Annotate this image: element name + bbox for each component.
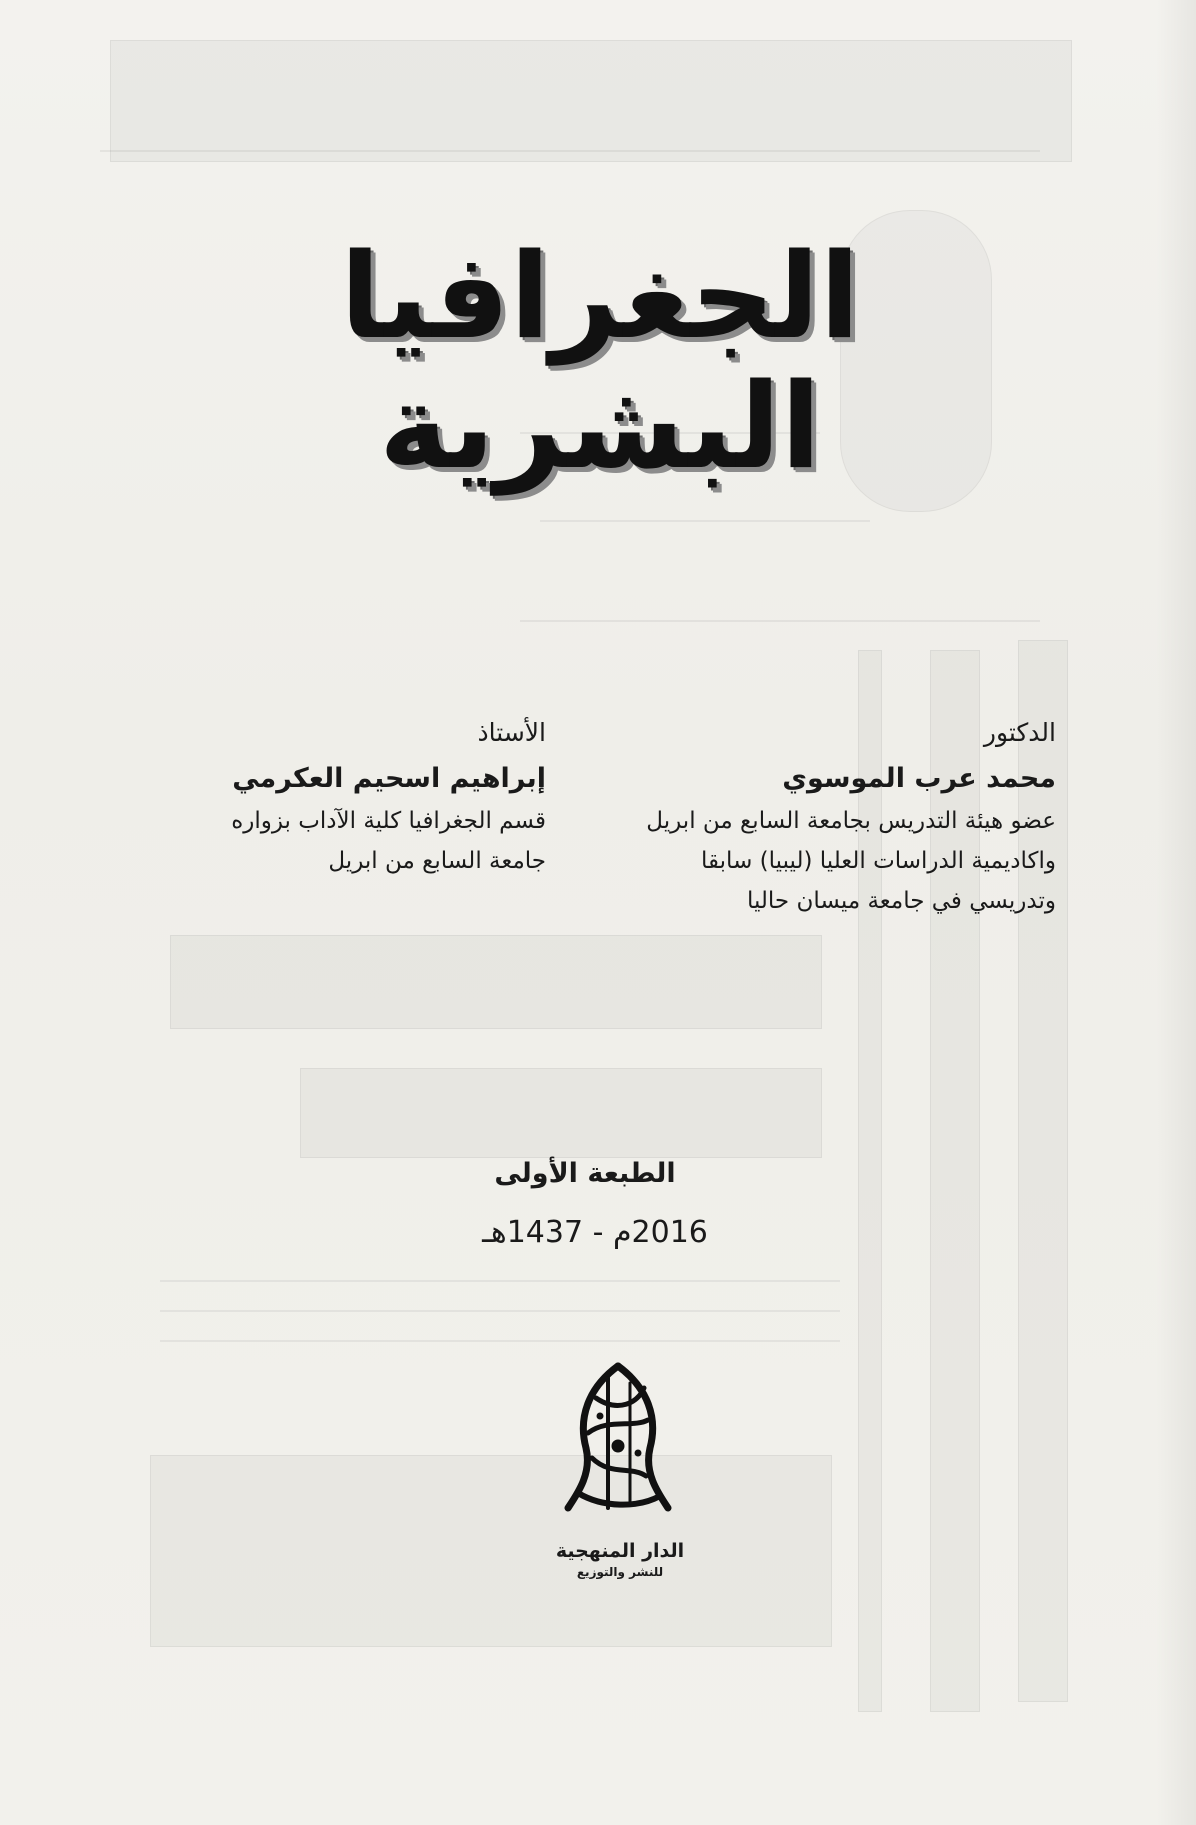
author-name: إبراهيم اسحيم العكرمي (232, 763, 546, 794)
author-block-first (616, 718, 1056, 928)
publisher-subtitle: للنشر والتوزيع (576, 1565, 664, 1579)
author-block-second (126, 718, 546, 888)
author-affiliation-line: جامعة السابع من ابريل (328, 848, 546, 874)
book-title: الجغرافيا البشرية (340, 227, 860, 495)
author-name: محمد عرب الموسوي (782, 763, 1056, 794)
bleed-through-band-top (110, 40, 1072, 162)
bleed-through-box-bottom (150, 1455, 832, 1647)
bleed-through-line (160, 1280, 840, 1282)
bleed-through-box-middle (170, 935, 822, 1029)
bleed-through-line (160, 1340, 840, 1342)
author-affiliation-line: قسم الجغرافيا كلية الآداب بزواره (231, 808, 546, 834)
bleed-through-box-isbn (300, 1068, 822, 1158)
calligraphic-seal-logo-icon (548, 1358, 688, 1528)
publisher-block (540, 1540, 700, 1579)
author-role: الدكتور (983, 718, 1056, 747)
page-edge-shadow (1156, 0, 1196, 1825)
author-role: الأستاذ (477, 718, 546, 747)
bleed-through-line (100, 150, 1040, 152)
author-affiliation-line: وتدريسي في جامعة ميسان حاليا (746, 888, 1056, 914)
author-affiliation-line: عضو هيئة التدريس بجامعة السابع من ابريل (646, 808, 1056, 834)
bleed-through-line (160, 1310, 840, 1312)
edition-year: 2016م - 1437هـ (482, 1215, 708, 1250)
publisher-name: الدار المنهجية (555, 1540, 685, 1562)
edition-label: الطبعة الأولى (494, 1158, 676, 1189)
bleed-through-line (540, 520, 870, 522)
bleed-through-line (520, 620, 1040, 622)
author-affiliation-line: واكاديمية الدراسات العليا (ليبيا) سابقا (701, 848, 1056, 874)
